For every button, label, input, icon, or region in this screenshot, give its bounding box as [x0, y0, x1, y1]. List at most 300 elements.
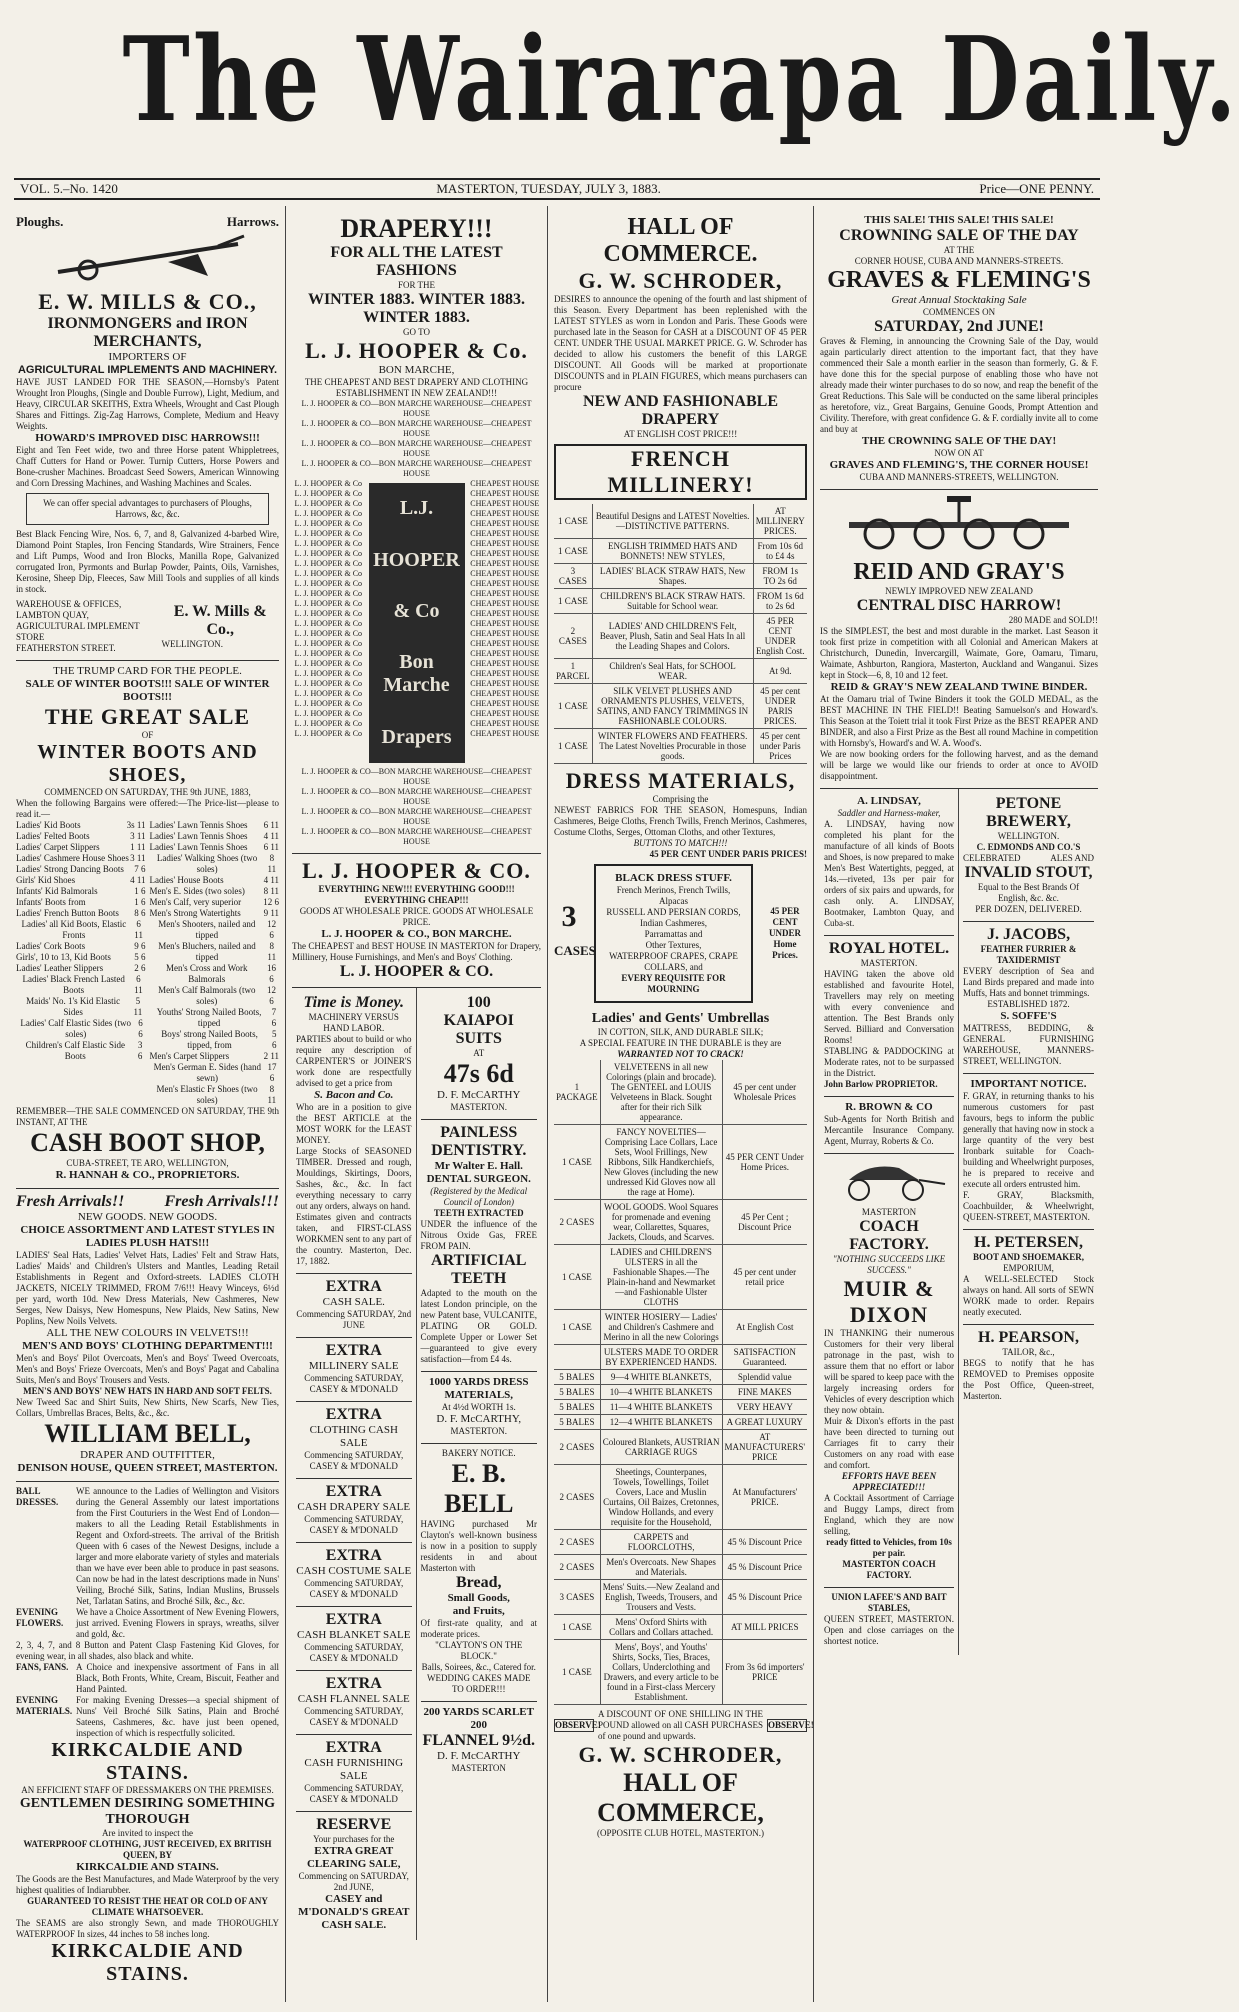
bell-sub: DRAPER AND OUTFITTER,: [80, 1449, 215, 1461]
row-desc: WINTER FLOWERS AND FEATHERS. The Latest Novelties Procurable in those goods.: [592, 729, 753, 764]
trump-card: THE TRUMP CARD FOR THE PEOPLE.: [53, 665, 242, 677]
ad-bakery: [421, 1444, 538, 1702]
cash-boot-shop: CASH BOOT SHOP,: [30, 1128, 265, 1157]
cheapest-short: CHEAPEST HOUSE: [470, 579, 540, 588]
row-desc: FANCY NOVELTIES— Comprising Lace Collars, Lace Sets, Wool Frillings, New Ribbons, Silk Handkerchiefs, New Gloves (including the new undressed Kid Gloves now all the rage at Home).: [600, 1125, 722, 1200]
ad-hooper-2: [292, 854, 541, 988]
row-desc: WOOL GOODS. Wool Squares for promenade and evening wear, Collarettes, Squares, Jackets, Clouds, and Scarves.: [600, 1200, 722, 1245]
mills-trade: IRONMONGERS and IRON MERCHANTS,: [47, 315, 248, 350]
bell-address: DENISON HOUSE, QUEEN STREET, MASTERTON.: [17, 1462, 278, 1474]
gentlemen: GENTLEMEN DESIRING SOMETHING THOROUGH: [19, 1796, 276, 1827]
row-desc: Men's Overcoats. New Shapes and Materials.: [600, 1555, 722, 1580]
brown-name: R. BROWN & CO: [845, 1101, 933, 1113]
machinery: MACHINERY VERSUS HAND LABOR.: [308, 1012, 399, 1033]
hooper-short: L. J. HOOPER & Co: [294, 579, 363, 588]
mills-wellington: WELLINGTON.: [161, 639, 224, 649]
price-item: Children's Calf Elastic Side Boots: [25, 1040, 125, 1061]
umbrellas: Ladies' and Gents' Umbrellas: [591, 1011, 770, 1026]
special-offer-box: We can offer special advantages to purchasers of Ploughs, Harrows, &c, &c.: [26, 493, 269, 525]
mens-department: MEN'S AND BOYS' CLOTHING DEPARTMENT!!!: [22, 1340, 273, 1352]
mccarthy-1: D. F. McCARTHY: [437, 1089, 521, 1101]
bugs: ready fitted to Vehicles, from 10s per pair.: [826, 1537, 952, 1558]
row-desc: LADIES' BLACK STRAW HATS, New Shapes.: [592, 564, 753, 589]
price-row: [16, 842, 146, 853]
newly-improved: NEWLY IMPROVED NEW ZEALAND: [885, 586, 1033, 596]
guaranteed: GUARANTEED TO RESIST THE HEAT OR COLD OF ANY CLIMATE WHATSOEVER.: [27, 1896, 268, 1917]
row-price: From 10s 6d to £4 4s: [753, 539, 807, 564]
ad-kirkcaldie: [16, 1482, 279, 1992]
goods-row: [554, 564, 807, 589]
hooper-short: L. J. HOOPER & Co: [294, 539, 363, 548]
price-value: 5 11: [133, 996, 143, 1017]
mourning: EVERY REQUISITE FOR MOURNING: [621, 973, 726, 994]
kaiapoi-suits: KAIAPOI SUITS: [443, 1012, 514, 1047]
extra-line: MILLINERY SALE: [308, 1360, 399, 1372]
price-item: Ladies' Felted Boots: [16, 831, 90, 841]
hooper-bon: L. J. HOOPER & CO., BON MARCHE.: [321, 928, 512, 940]
new-goods: NEW GOODS. NEW GOODS.: [77, 1211, 218, 1223]
yards-at: At 4½d WORTH 1s.: [441, 1402, 516, 1412]
ball-body: WE announce to the Ladies of Wellington and Visitors during the General Assembly our latest importations from the First Couturiers in the West End of London—makers to all the Leading Retail Establishments in Regent and Oxford-streets. The arrival of the British Queen with 6 cases of the Newest Designs, include a larger and more elaborate variety of styles and materials than we have ever been able to produce in past seasons. Can now be had in the latest descriptions made in Nuns' Veiling, Broché Silk, Satins, Indian Muslins, Brussels Net, Tarlatan Satins, and Broché Silk, &c., &c.: [76, 1486, 279, 1606]
price-item: Girls', 10 to 13, Kid Boots: [16, 952, 111, 962]
materials-body: For making Evening Dresses—a special shipment of Nuns' Veil Broché Silk Satins, Plain and Broché Sateens, Cashmeres, &c. have just been opened, inspection of which is respectfully solicited.: [76, 1695, 279, 1738]
row-desc: Children's Seal Hats, for SCHOOL WEAR.: [592, 659, 753, 684]
price-value: 4 11: [263, 875, 279, 885]
extra-title: EXTRA: [325, 1483, 382, 1500]
bacon-body: Who are in a position to give the BEST ARTICLE at the MOST WORK for the LEAST MONEY.: [296, 1102, 412, 1145]
when-note: When the following Bargains were offered:—The Price-list—please to read it.—: [16, 798, 279, 819]
row-price: At 9d.: [753, 659, 807, 684]
velvets: ALL THE NEW COLOURS IN VELVETS!!!: [46, 1327, 249, 1339]
go-to: GO TO: [403, 327, 430, 337]
row-price: 45 Per Cent ; Discount Price: [722, 1200, 807, 1245]
hooper-short: L. J. HOOPER & Co: [294, 629, 363, 638]
issue-date: MASTERTON, TUESDAY, JULY 3, 1883.: [436, 181, 661, 196]
tailor: TAILOR, &c.,: [1002, 1347, 1055, 1357]
row-desc: Coloured Blankets, AUSTRIAN CARRIAGE RUGS: [600, 1430, 722, 1465]
row-desc: ULSTERS MADE TO ORDER BY EXPERIENCED HANDS.: [600, 1345, 722, 1370]
casey-great: CASEY and M'DONALD'S GREAT CASH SALE.: [298, 1893, 410, 1931]
black-dress-list: [602, 885, 745, 951]
goods-row: [554, 1400, 807, 1415]
extra-sub: Commencing SATURDAY, CASEY & M'DONALD: [304, 1450, 404, 1471]
goods-row: [554, 1640, 807, 1705]
price-item: Men's Elastic Fr Shoes (two soles): [156, 1084, 258, 1105]
row-price: At English Cost: [722, 1310, 807, 1345]
hall-heading-2: HALL OF COMMERCE,: [597, 1768, 764, 1827]
ad-gray-notice: [963, 1074, 1094, 1230]
extra-line: CASH FURNISHING SALE: [304, 1757, 404, 1782]
goods-row: [554, 1415, 807, 1430]
price-row: [150, 820, 280, 831]
dress-materials: DRESS MATERIALS,: [565, 768, 796, 793]
row-qty: 1 CASE: [554, 1125, 600, 1200]
howard-heading: HOWARD'S IMPROVED DISC HARROWS!!!: [35, 432, 260, 444]
row-qty: 1 CASE: [554, 1640, 600, 1705]
cuba-2: CUBA AND MANNERS-STREETS, WELLINGTON.: [859, 472, 1059, 482]
row-qty: 2 CASES: [554, 1555, 600, 1580]
extra-title: EXTRA: [325, 1675, 382, 1692]
bread: Bread,: [456, 1574, 502, 1591]
masterton-coach: MASTERTON COACH FACTORY.: [842, 1559, 936, 1580]
new-drapery: NEW AND FASHIONABLE DRAPERY: [583, 393, 778, 428]
discount-note: A DISCOUNT OF ONE SHILLING IN THE POUND allowed on all CASH PURCHASES of one pound and upwards.: [598, 1709, 763, 1741]
price-row: [16, 1040, 146, 1062]
extra-sub: Commencing SATURDAY, CASEY & M'DONALD: [304, 1373, 404, 1394]
hooper-short: L. J. HOOPER & Co: [294, 649, 363, 658]
price-item: Ladies' Walking Shoes (two soles): [156, 853, 258, 874]
now-on: NOW ON AT: [934, 448, 984, 458]
reid-gray: REID AND GRAY'S: [853, 559, 1065, 585]
price-value: 16 6: [267, 963, 277, 984]
hooper-short: L. J. HOOPER & Co: [294, 679, 363, 688]
cheapest-short: CHEAPEST HOUSE: [470, 499, 540, 508]
row-qty: 5 BALES: [554, 1400, 600, 1415]
celebrated: CELEBRATED: [963, 853, 1021, 863]
muir-dixon: MUIR & DIXON: [843, 1276, 935, 1327]
royal-sub: MASTERTON.: [860, 958, 918, 968]
hooper-short: L. J. HOOPER & Co: [294, 729, 363, 738]
price-row: [150, 1029, 280, 1051]
volume-number: VOL. 5.–No. 1420: [20, 181, 118, 196]
hooper-right-list: [469, 479, 542, 739]
row-price: SATISFACTION Guaranteed.: [722, 1345, 807, 1370]
masterton-1: MASTERTON.: [450, 1102, 508, 1112]
goods-body: The Goods are the Best Manufactures, and Made Waterproof by the very highest qualities of Indiarubber.: [16, 1874, 279, 1895]
hooper-name-3: L. J. HOOPER & CO.: [339, 963, 494, 980]
buttons: BUTTONS TO MATCH!!!: [633, 838, 728, 848]
under-gas: UNDER the influence of the Nitrous Oxide Gas, FREE FROM PAIN.: [420, 1219, 537, 1251]
price-row: [150, 831, 280, 842]
row-price: AT MILLINERY PRICES.: [753, 504, 807, 539]
ales: ALES AND: [1050, 853, 1094, 863]
royal-hotel: ROYAL HOTEL.: [828, 940, 950, 957]
price-item: Ladies' Calf Elastic Sides (two soles): [20, 1018, 132, 1039]
logo-text: L.J.: [399, 497, 434, 520]
extra-title: EXTRA: [325, 1611, 382, 1628]
cheapest-short: CHEAPEST HOUSE: [470, 489, 540, 498]
wedding: WEDDING CAKES MADE TO ORDER!!!: [427, 1673, 531, 1694]
kaiapoi-at: AT: [473, 1048, 485, 1058]
row-qty: 1 CASE: [554, 539, 592, 564]
price-value: 8 11: [267, 853, 277, 874]
column-4-left: [820, 789, 959, 1655]
cheapest-short: CHEAPEST HOUSE: [470, 639, 540, 648]
price-row: [150, 908, 280, 919]
goods-row: [554, 1370, 807, 1385]
price-row: [16, 941, 146, 952]
hooper-short: L. J. HOOPER & Co: [294, 709, 363, 718]
extra-sale-ad: [296, 1671, 412, 1735]
row-qty: 1 CASE: [554, 1310, 600, 1345]
evening-body: We have a Choice Assortment of New Evening Flowers, just arrived. Evening Flowers in sprays, wreaths, silver and gold, &c.: [76, 1607, 279, 1639]
cheapest-short: CHEAPEST HOUSE: [470, 649, 540, 658]
kaiapoi-count: 100: [466, 994, 491, 1011]
wellstocked: A WELL-SELECTED Stock always on hand. All sorts of SEWN WORK made to order. Repairs neatly executed.: [963, 1274, 1094, 1317]
price-item: Ladies' House Boots: [149, 875, 224, 885]
implement-label: AGRICULTURAL IMPLEMENT STORE: [16, 621, 140, 642]
row-desc: VELVETEENS in all new Colorings (plain and brocade). The GENTEEL and LOUIS Velveteens in Black. Sought after for their rich Silk appearance.: [600, 1060, 722, 1125]
price-value: 3 6: [137, 1040, 143, 1061]
ad-petone-brewery: [963, 791, 1094, 922]
price-value: 1 6: [134, 897, 146, 907]
featherston-label: FEATHERSTON STREET.: [16, 643, 116, 653]
row-qty: 2 CASES: [554, 1530, 600, 1555]
extra-title: EXTRA: [325, 1547, 382, 1564]
cheapest-short: CHEAPEST HOUSE: [470, 729, 540, 738]
extra-sale-ad: [296, 1274, 412, 1338]
price-row: [16, 831, 146, 842]
price-row: [150, 875, 280, 886]
hooper-name-2: L. J. HOOPER & CO.: [302, 858, 531, 883]
estimates: Estimates given and contracts taken, and FIRST-CLASS WORKMEN sent to any part of the country. Masterton, Dec. 17, 1882.: [296, 1212, 412, 1266]
row-qty: 2 CASES: [554, 614, 592, 659]
yards: 1000 YARDS DRESS MATERIALS,: [429, 1376, 529, 1401]
price-row: [150, 1007, 280, 1029]
disc-sold: 280 MADE and SOLD!!: [1008, 615, 1098, 625]
cheapest-short: CHEAPEST HOUSE: [470, 569, 540, 578]
harrows-label: Harrows.: [226, 214, 279, 229]
three-digit: 3: [561, 899, 577, 933]
soffe: S. SOFFE'S: [1000, 1010, 1057, 1022]
price: Price—ONE PENNY.: [979, 181, 1094, 196]
extra-line: CASH DRAPERY SALE: [297, 1501, 411, 1513]
jacobs-sub: FEATHER FURRIER & TAXIDERMIST: [980, 944, 1077, 965]
price-item: Youths' Strong Nailed Boots, tipped: [156, 1007, 262, 1028]
crowning-sale: CROWNING SALE OF THE DAY: [839, 227, 1079, 244]
cheapest-short: CHEAPEST HOUSE: [470, 509, 540, 518]
mccarthy-2: D. F. McCARTHY,: [436, 1413, 522, 1425]
ad-flannel: [421, 1702, 538, 1780]
extra-sale-ad: [296, 1735, 412, 1812]
mccarthy-3: D. F. McCARTHY: [437, 1750, 521, 1762]
cases-label: CASES: [554, 942, 596, 958]
cheapest-short: CHEAPEST HOUSE: [470, 619, 540, 628]
schroder-name-2: G. W. SCHRODER,: [578, 1742, 783, 1767]
price-value: 4 11: [130, 875, 146, 885]
fans-label: FANS, FANS.: [16, 1662, 69, 1672]
price-value: 3s 11: [126, 820, 146, 830]
hooper-left-list: [292, 479, 365, 739]
price-item: Ladies' Carpet Slippers: [16, 842, 100, 852]
price-item: Infants' Boots from: [16, 897, 86, 907]
price-value: 6 11: [134, 919, 143, 940]
bakery-body: HAVING purchased Mr Clayton's well-known business is now in a position to supply residents in and about Masterton with: [420, 1519, 537, 1573]
goods-row: [554, 1430, 807, 1465]
price-value: 6 6: [138, 1018, 143, 1039]
carriage-lamps: A Cocktail Assortment of Carriage and Buggy Lamps, direct from England, which they are now selling,: [824, 1493, 954, 1536]
hannah-proprietors: R. HANNAH & CO., PROPRIETORS.: [55, 1169, 240, 1181]
row-qty: 1 CASE: [554, 589, 592, 614]
black-item: RUSSELL AND PERSIAN CORDS,: [606, 907, 741, 917]
extra-sub: Commencing SATURDAY, CASEY & M'DONALD: [304, 1706, 404, 1727]
black-dress: BLACK DRESS STUFF.: [615, 872, 732, 884]
ad-dentistry: [421, 1120, 538, 1372]
plush-hats: CHOICE ASSORTMENT AND LATEST STYLES IN LADIES PLUSH HATS!!!: [20, 1224, 275, 1249]
hooper-short: L. J. HOOPER & Co: [294, 499, 363, 508]
hooper-line: L. J. HOOPER & CO—BON MARCHE WAREHOUSE—CHEAPEST HOUSE: [301, 767, 532, 786]
extra-sale-ad: [296, 1479, 412, 1543]
price-item: Ladies' Strong Dancing Boots: [16, 864, 124, 874]
goods-row: [554, 1345, 807, 1370]
price-row: [150, 897, 280, 908]
price-item: Men's Calf, very superior: [149, 897, 242, 907]
fresh-arrivals-1: Fresh Arrivals!!: [16, 1193, 125, 1210]
kirkcaldie-2: KIRKCALDIE AND STAINS.: [51, 1940, 244, 1985]
newest-fabrics: NEWEST FABRICS FOR THE SEASON, Homespuns, Indian Cashmeres, Beige Cloths, French Twills, French Merinos, Cashmeres, Costume Cloths, Serges, Ottoman Cloths, and other Textures,: [554, 805, 807, 837]
clayton: "CLAYTON'S ON THE BLOCK.": [435, 1640, 523, 1661]
row-desc: 10—4 WHITE BLANKETS: [600, 1385, 722, 1400]
great-sale: THE GREAT SALE: [44, 704, 251, 729]
column-2: [286, 206, 548, 2002]
union-body: QUEEN STREET, MASTERTON. Open and close carriages on the shortest notice.: [824, 1614, 954, 1646]
warranted: WARRANTED NOT TO CRACK!: [617, 1049, 744, 1059]
price-row: [150, 1062, 280, 1084]
logo-text: Drapers: [381, 725, 452, 748]
price-item: Men's German E. Sides (hand sewn): [153, 1062, 261, 1083]
winter-1883: WINTER 1883. WINTER 1883. WINTER 1883.: [307, 291, 526, 326]
row-price: 45 % Discount Price: [722, 1555, 807, 1580]
graves-body: Graves & Fleming, in announcing the Crowning Sale of the Day, would again particularly direct attention to the important fact, that they have commenced their Sale a month earlier in the season than formerly, G. & F. have done this for the special purpose of enabling those who have not already made their winter purchases to do so now, and reap the benefit of the Great Reductions. This Sale will be conducted on the same liberal principles as heretofore, viz., Great Bargains, Genuine Goods, Prompt Attention and Civility. Therefore, with great confidence G. & F. cordially invite all to come and buy at: [820, 336, 1098, 434]
parties: PARTIES about to build or who require any description of CARPENTER'S or JOINER'S work done are respectfully advised to get a price from: [296, 1034, 412, 1088]
everything: EVERYTHING NEW!!! EVERYTHING GOOD!!! EVERYTHING CHEAP!!!: [318, 884, 515, 905]
price-item: Ladies' Lawn Tennis Shoes: [149, 831, 248, 841]
dental-surgeon: DENTAL SURGEON.: [426, 1173, 531, 1185]
soffe-body: MATTRESS, BEDDING, & GENERAL FURNISHING WAREHOUSE, MANNERS-STREET, WELLINGTON.: [963, 1023, 1094, 1066]
price-row: [16, 908, 146, 919]
fruits: and Fruits,: [452, 1605, 505, 1617]
row-desc: 9—4 WHITE BLANKETS,: [600, 1370, 722, 1385]
extra-sale-ads: [296, 1274, 412, 1812]
row-price: 45 % Discount Price: [722, 1580, 807, 1615]
cheapest-short: CHEAPEST HOUSE: [470, 549, 540, 558]
cheapest-short: CHEAPEST HOUSE: [470, 629, 540, 638]
importers: IMPORTERS OF: [108, 351, 187, 363]
price-item: Men's E. Sides (two soles): [149, 886, 245, 896]
price-value: 1 11: [130, 842, 146, 852]
row-qty: 1 CASE: [554, 504, 592, 539]
umbrellas-sub: IN COTTON, SILK, AND DURABLE SILK;: [597, 1027, 764, 1037]
row-price: VERY HEAVY: [722, 1400, 807, 1415]
price-value: 3 11: [130, 853, 146, 863]
cheapest-short: CHEAPEST HOUSE: [470, 589, 540, 598]
pearson: H. PEARSON,: [978, 1329, 1079, 1346]
row-qty: 2 CASES: [554, 1465, 600, 1530]
hooper-line: L. J. HOOPER & CO—BON MARCHE WAREHOUSE—CHEAPEST HOUSE: [301, 459, 532, 478]
extra-line: CASH SALE.: [322, 1296, 385, 1308]
mens-hats: MEN'S AND BOYS' NEW HATS IN HARD AND SOFT FELTS.: [23, 1386, 272, 1396]
hooper-short: L. J. HOOPER & Co: [294, 589, 363, 598]
price-item: Men's Bluchers, nailed and tipped: [158, 941, 256, 962]
price-row: [16, 864, 146, 875]
logo-text: Bon Marche: [383, 651, 450, 697]
price-item: Ladies' Lawn Tennis Shoes: [149, 842, 248, 852]
columns: [10, 206, 1104, 2002]
row-desc: SILK VELVET PLUSHES AND ORNAMENTS PLUSHES, VELVETS, SATINS, AND FANCY TRIMMINGS IN FASHIONABLE COLOURS.: [592, 684, 753, 729]
price-row: [16, 963, 146, 974]
for-the: FOR THE: [397, 280, 436, 290]
price-item: Infants' Kid Balmorals: [16, 886, 98, 896]
price-row: [16, 820, 146, 831]
cheapest-short: CHEAPEST HOUSE: [470, 519, 540, 528]
hooper-lines: [292, 399, 541, 479]
logo-text: & Co: [393, 599, 440, 622]
price-row: [150, 1084, 280, 1106]
muir-body-2: Muir & Dixon's efforts in the past have been directed to turning out Carriages fit to carry their Customers on any road with ease and comfort.: [824, 1416, 954, 1470]
ad-mills: [16, 210, 279, 661]
price-value: 5 6: [134, 952, 146, 962]
winter-shoes: WINTER BOOTS AND SHOES,: [37, 741, 258, 786]
goods-row: [554, 1245, 807, 1310]
column-2-right: [417, 988, 542, 1940]
price-item: Ladies' French Button Boots: [16, 908, 119, 918]
ad-reid-gray: [820, 490, 1098, 789]
kirkcaldie-1: KIRKCALDIE AND STAINS.: [51, 1739, 244, 1784]
row-desc: 11—4 WHITE BLANKETS: [600, 1400, 722, 1415]
mens-body: Men's and Boys' Pilot Overcoats, Men's and Boys' Tweed Overcoats, Men's and Boys' Frieze Overcoats, Men's and Boys' Pagat and Cabalina Suits, Men's and Boys' Trousers and Vests.: [16, 1353, 279, 1385]
extra-title: EXTRA: [325, 1406, 382, 1423]
hooper-line: L. J. HOOPER & CO—BON MARCHE WAREHOUSE—CHEAPEST HOUSE: [301, 827, 532, 846]
observe-2: OBSERVE!: [768, 1720, 814, 1730]
barlow: John Barlow PROPRIETOR.: [824, 1079, 938, 1089]
price-value: 9 11: [263, 908, 279, 918]
price-item: Ladies' Kid Boots: [16, 820, 81, 830]
goods-row: [554, 729, 807, 764]
artificial-teeth: ARTIFICIAL TEETH: [431, 1252, 527, 1287]
nothing-succeeds: "NOTHING SUCCEEDS LIKE SUCCESS.": [832, 1254, 946, 1275]
price-value: 17 6: [267, 1062, 277, 1083]
this-sale: THIS SALE! THIS SALE! THIS SALE!: [864, 214, 1054, 226]
price-value: 2 6: [134, 963, 146, 973]
royal-body: HAVING taken the above old established and favourite Hotel, Travellers may rely on meeting with every convenience and attention. The Best Brands only Served. Billiard and Conversation Rooms!: [824, 969, 954, 1045]
price-item: Ladies' Cashmere House Shoes: [16, 853, 129, 863]
row-qty: 5 BALES: [554, 1385, 600, 1400]
balls: Balls, Soirees, &c., Catered for.: [421, 1662, 536, 1672]
price-item: Ladies' Lawn Tennis Shoes: [149, 820, 248, 830]
price-row: [16, 897, 146, 908]
price-item: Ladies' all Kid Boots, Elastic Fronts: [21, 919, 127, 940]
fruits-body: Of first-rate quality, and at moderate prices.: [420, 1618, 537, 1639]
large-stocks: Large Stocks of SEASONED TIMBER. Dressed and rough, Mouldings, Skirtings, Doors, Sashes, &c., &c. In fact everything necessary to carry out any orders, always on hand.: [296, 1146, 412, 1211]
extra-sub: Commencing SATURDAY, CASEY & M'DONALD: [304, 1783, 404, 1804]
jacobs-body: EVERY description of Sea and Land Birds prepared and made into Muffs, Hats and bonnet trimmings.: [963, 966, 1094, 998]
hooper-lines-2: [292, 767, 541, 847]
desires-body: DESIRES to announce the opening of the fourth and last shipment of this Season. Every Department has been replenished with the LATEST STYLES as worn in London and Paris. These Goods were purchased late in the Season for CASH at a DISCOUNT OF 45 PER CENT. UNDER THE USUAL MARKET PRICE. G. W. Schroder has decided to allow his customers the benefit of this LARGE DISCOUNT. All Goods will be marked at proportionate DISCOUNTS and in PLAIN FIGURES, which means purchasers can procure: [554, 294, 807, 392]
carriage-illustration: [829, 1158, 949, 1202]
ad-brown: [824, 1097, 954, 1154]
petone: PETONE BREWERY,: [986, 795, 1071, 830]
price-row: [150, 1051, 280, 1062]
extra-sale-ad: [296, 1607, 412, 1671]
edmonds: C. EDMONDS AND CO.'S: [976, 842, 1081, 852]
ad-hall-of-commerce: [554, 210, 814, 1845]
row-desc: Mens' Suits.—New Zealand and English, Tweeds, Trousers, and Trousers and Vests.: [600, 1580, 722, 1615]
hooper-short: L. J. HOOPER & Co: [294, 569, 363, 578]
millinery-table: [554, 504, 807, 764]
hooper-short: L. J. HOOPER & Co: [294, 549, 363, 558]
mills-signature: E. W. Mills & Co.,: [173, 603, 267, 638]
plough-illustration: [48, 232, 248, 282]
goods-row: [554, 684, 807, 729]
cheapest-short: CHEAPEST HOUSE: [470, 689, 540, 698]
hooper-short: L. J. HOOPER & Co: [294, 619, 363, 628]
row-price: 45 per cent under retail price: [722, 1245, 807, 1310]
teeth-extracted: TEETH EXTRACTED: [433, 1208, 524, 1218]
row-desc: ENGLISH TRIMMED HATS AND BONNETS! NEW STYLES,: [592, 539, 753, 564]
price-value: 3 11: [130, 831, 146, 841]
petone-sub: WELLINGTON.: [997, 831, 1060, 841]
goods-row: [554, 539, 807, 564]
